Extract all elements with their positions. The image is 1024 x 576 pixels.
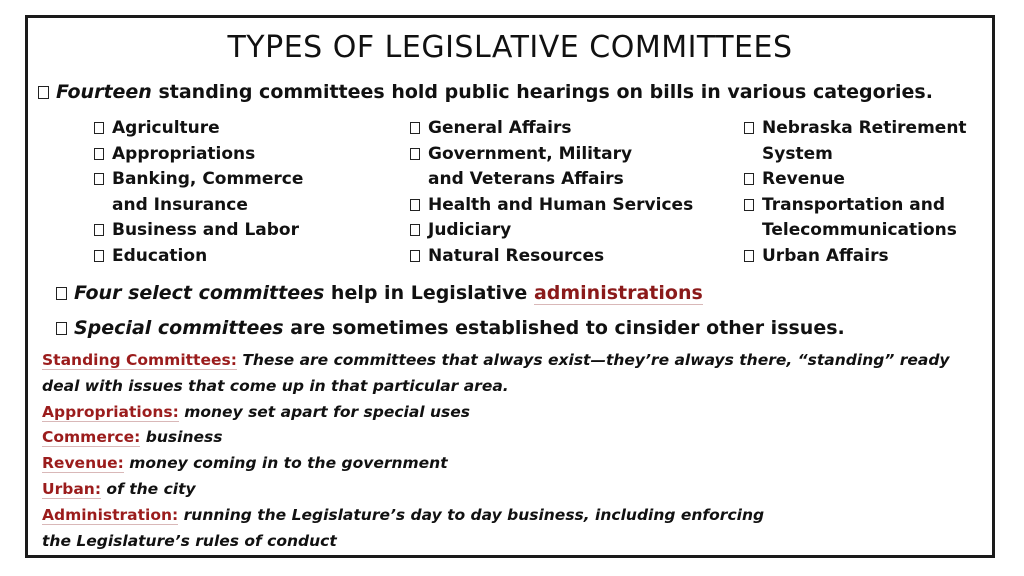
committee-label: Revenue bbox=[762, 169, 845, 190]
definition-text: of the city bbox=[101, 479, 196, 498]
special-emphasis: Special committees bbox=[74, 317, 284, 339]
committee-item bbox=[744, 167, 984, 193]
bullet-icon bbox=[410, 199, 420, 211]
term-commerce: Commerce: bbox=[42, 428, 141, 447]
definition-urban bbox=[42, 477, 982, 503]
committee-label: Banking, Commerce bbox=[112, 169, 304, 190]
intro-text: standing committees hold public hearings on bills in various categories. bbox=[151, 81, 933, 103]
administrations-link[interactable]: administrations bbox=[533, 282, 703, 304]
definition-revenue bbox=[42, 451, 982, 477]
slide-title: TYPES OF LEGISLATIVE COMMITTEES bbox=[227, 30, 793, 65]
bullet-icon bbox=[410, 148, 420, 160]
bullet-icon bbox=[56, 322, 67, 335]
committee-item-cont bbox=[744, 218, 984, 244]
bullet-icon bbox=[744, 250, 754, 262]
committee-label: General Affairs bbox=[428, 118, 572, 138]
term-revenue: Revenue: bbox=[42, 454, 124, 473]
committee-label: and Insurance bbox=[112, 194, 248, 215]
committee-item bbox=[94, 218, 344, 244]
committee-item-cont bbox=[744, 142, 984, 168]
special-text: are sometimes established to cinsider other issues. bbox=[283, 317, 845, 339]
committee-item bbox=[94, 244, 344, 270]
committee-item bbox=[744, 244, 984, 270]
bullet-icon bbox=[94, 148, 104, 160]
bullet-icon bbox=[744, 173, 754, 185]
committee-column-1 bbox=[94, 116, 344, 270]
definition-text: These are committees that always exist—they’re always there, “standing” ready bbox=[236, 351, 950, 369]
committee-item bbox=[94, 142, 344, 168]
bullet-icon bbox=[38, 86, 49, 99]
committee-item-cont bbox=[410, 167, 710, 193]
committee-item bbox=[410, 193, 710, 219]
committee-label: Transportation and bbox=[762, 194, 946, 215]
definition-text: the Legislature’s rules of conduct bbox=[42, 531, 337, 550]
bullet-icon bbox=[94, 224, 104, 236]
definition-commerce bbox=[42, 425, 982, 451]
committee-item bbox=[410, 116, 710, 142]
bullet-icon bbox=[56, 287, 67, 300]
special-committees-line bbox=[56, 317, 845, 339]
committee-label: Telecommunications bbox=[762, 220, 957, 241]
bullet-icon bbox=[410, 224, 420, 236]
committee-label: Health and Human Services bbox=[428, 194, 694, 215]
definition-standing-cont bbox=[42, 374, 982, 400]
slide-frame bbox=[25, 15, 995, 558]
term-standing: Standing Committees: bbox=[42, 351, 237, 369]
committee-label: and Veterans Affairs bbox=[428, 169, 624, 190]
definition-text: deal with issues that come up in that particular area. bbox=[42, 376, 509, 395]
definition-text: business bbox=[140, 428, 223, 447]
bullet-icon bbox=[744, 199, 754, 211]
term-urban: Urban: bbox=[42, 479, 102, 498]
committee-item bbox=[744, 116, 984, 142]
intro-emphasis: Fourteen bbox=[56, 81, 152, 103]
select-committees-line bbox=[56, 282, 703, 304]
committee-label: Urban Affairs bbox=[762, 245, 889, 266]
committee-column-2 bbox=[410, 116, 710, 270]
bullet-icon bbox=[410, 122, 420, 134]
committee-item bbox=[94, 116, 344, 142]
intro-line bbox=[38, 81, 933, 103]
committee-label: Business and Labor bbox=[112, 220, 299, 241]
bullet-icon bbox=[94, 173, 104, 185]
committee-item bbox=[744, 193, 984, 219]
definitions-block bbox=[42, 348, 982, 554]
select-emphasis: Four select committees bbox=[74, 282, 325, 304]
definition-appropriations bbox=[42, 400, 982, 426]
definition-text: running the Legislature’s day to day business, including enforcing bbox=[178, 505, 765, 524]
bullet-icon bbox=[94, 122, 104, 134]
committee-item bbox=[94, 167, 344, 193]
committee-item bbox=[410, 218, 710, 244]
term-administration: Administration: bbox=[42, 505, 179, 524]
bullet-icon bbox=[744, 122, 754, 134]
committee-label: System bbox=[762, 143, 833, 164]
bullet-icon bbox=[94, 250, 104, 262]
committee-item-cont bbox=[94, 193, 344, 219]
committee-label: Education bbox=[112, 245, 208, 266]
select-text: help in Legislative bbox=[324, 282, 534, 304]
committee-label: Nebraska Retirement bbox=[762, 118, 967, 138]
committee-column-3 bbox=[744, 116, 984, 270]
term-appropriations: Appropriations: bbox=[42, 402, 179, 421]
committee-label: Appropriations bbox=[112, 143, 256, 164]
committee-label: Judiciary bbox=[428, 220, 512, 241]
committee-item bbox=[410, 244, 710, 270]
definition-text: money set apart for special uses bbox=[178, 402, 471, 421]
bullet-icon bbox=[410, 250, 420, 262]
definition-standing bbox=[42, 348, 982, 374]
committee-label: Natural Resources bbox=[428, 245, 605, 266]
committee-label: Agriculture bbox=[112, 118, 220, 138]
definition-administration-cont bbox=[42, 529, 982, 555]
definition-administration bbox=[42, 503, 982, 529]
committee-item bbox=[410, 142, 710, 168]
definition-text: money coming in to the government bbox=[123, 454, 448, 473]
committee-label: Government, Military bbox=[428, 143, 633, 164]
